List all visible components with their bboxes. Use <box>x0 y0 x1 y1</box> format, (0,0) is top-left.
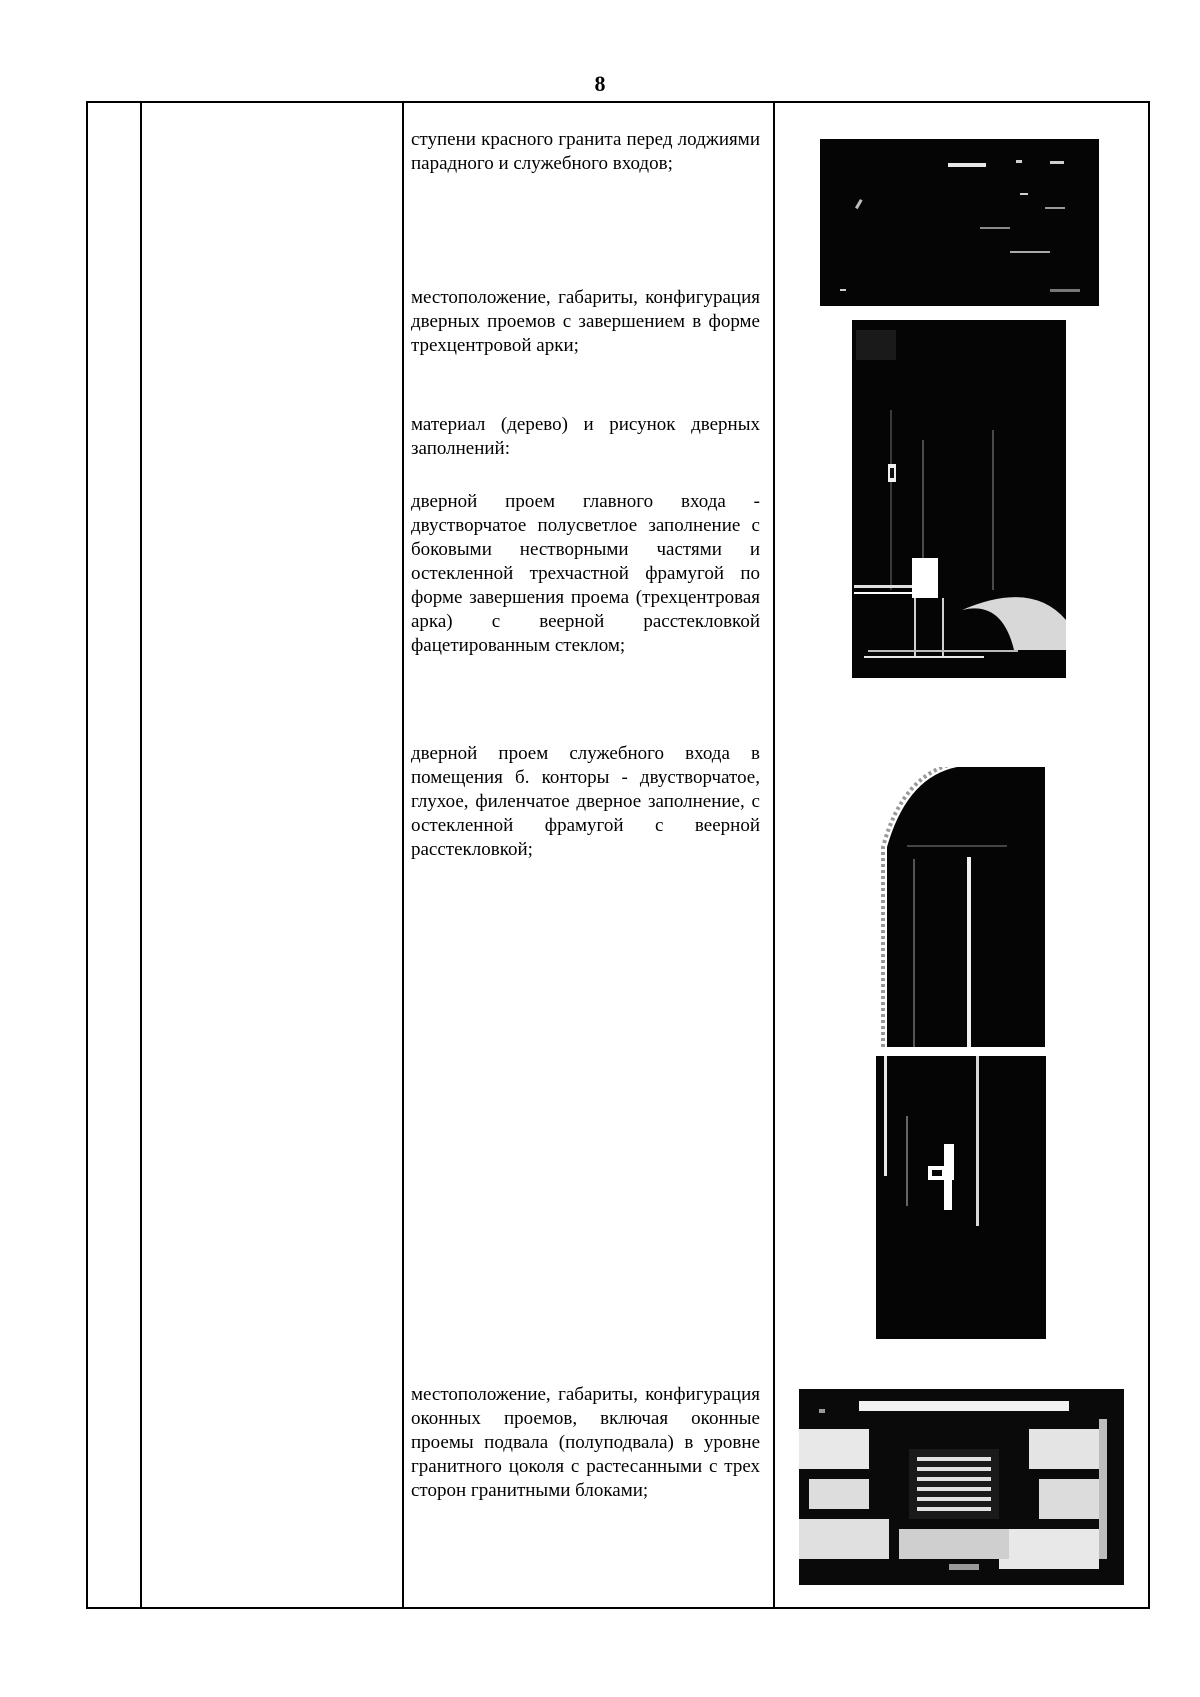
photo-granite-steps <box>820 139 1099 306</box>
item-text-door-material: материал (дерево) и рисунок дверных заполнений: <box>411 414 760 459</box>
column-divider-3 <box>773 103 775 1607</box>
photo-service-door-bottom <box>876 1056 1046 1339</box>
item-text-service-entrance: дверной проем служебного входа в помещения б. конторы - двустворчатое, глухое, филенчатое дверное заполнение, с остекленной фрамугой с веерной расстекловкой; <box>411 743 760 860</box>
item-text-door-openings: местоположение, габариты, конфигурация дверных проемов с завершением в форме трехцентровой арки; <box>411 287 760 356</box>
photo-main-entrance-door <box>852 320 1066 678</box>
item-text-main-entrance: дверной проем главного входа - двустворчатое полусветлое заполнение с боковыми нестворными частями и остекленной трехчастной фрамугой по форме завершения проема (трехцентровая арка) с веерной расстекловкой фацетированным стеклом; <box>411 491 760 656</box>
column-divider-1 <box>140 103 142 1607</box>
item-text-granite-steps: ступени красного гранита перед лоджиями парадного и служебного входов; <box>411 129 760 174</box>
column-divider-2 <box>402 103 404 1607</box>
photo-basement-window <box>799 1389 1124 1585</box>
photo-service-door-top <box>877 767 1045 1047</box>
item-text-window-openings: местоположение, габариты, конфигурация оконных проемов, включая оконные проемы подвала (полуподвала) в уровне гранитного цоколя с растесанными с трех сторон гранитными блоками; <box>411 1384 760 1501</box>
page-number: 8 <box>594 71 606 96</box>
